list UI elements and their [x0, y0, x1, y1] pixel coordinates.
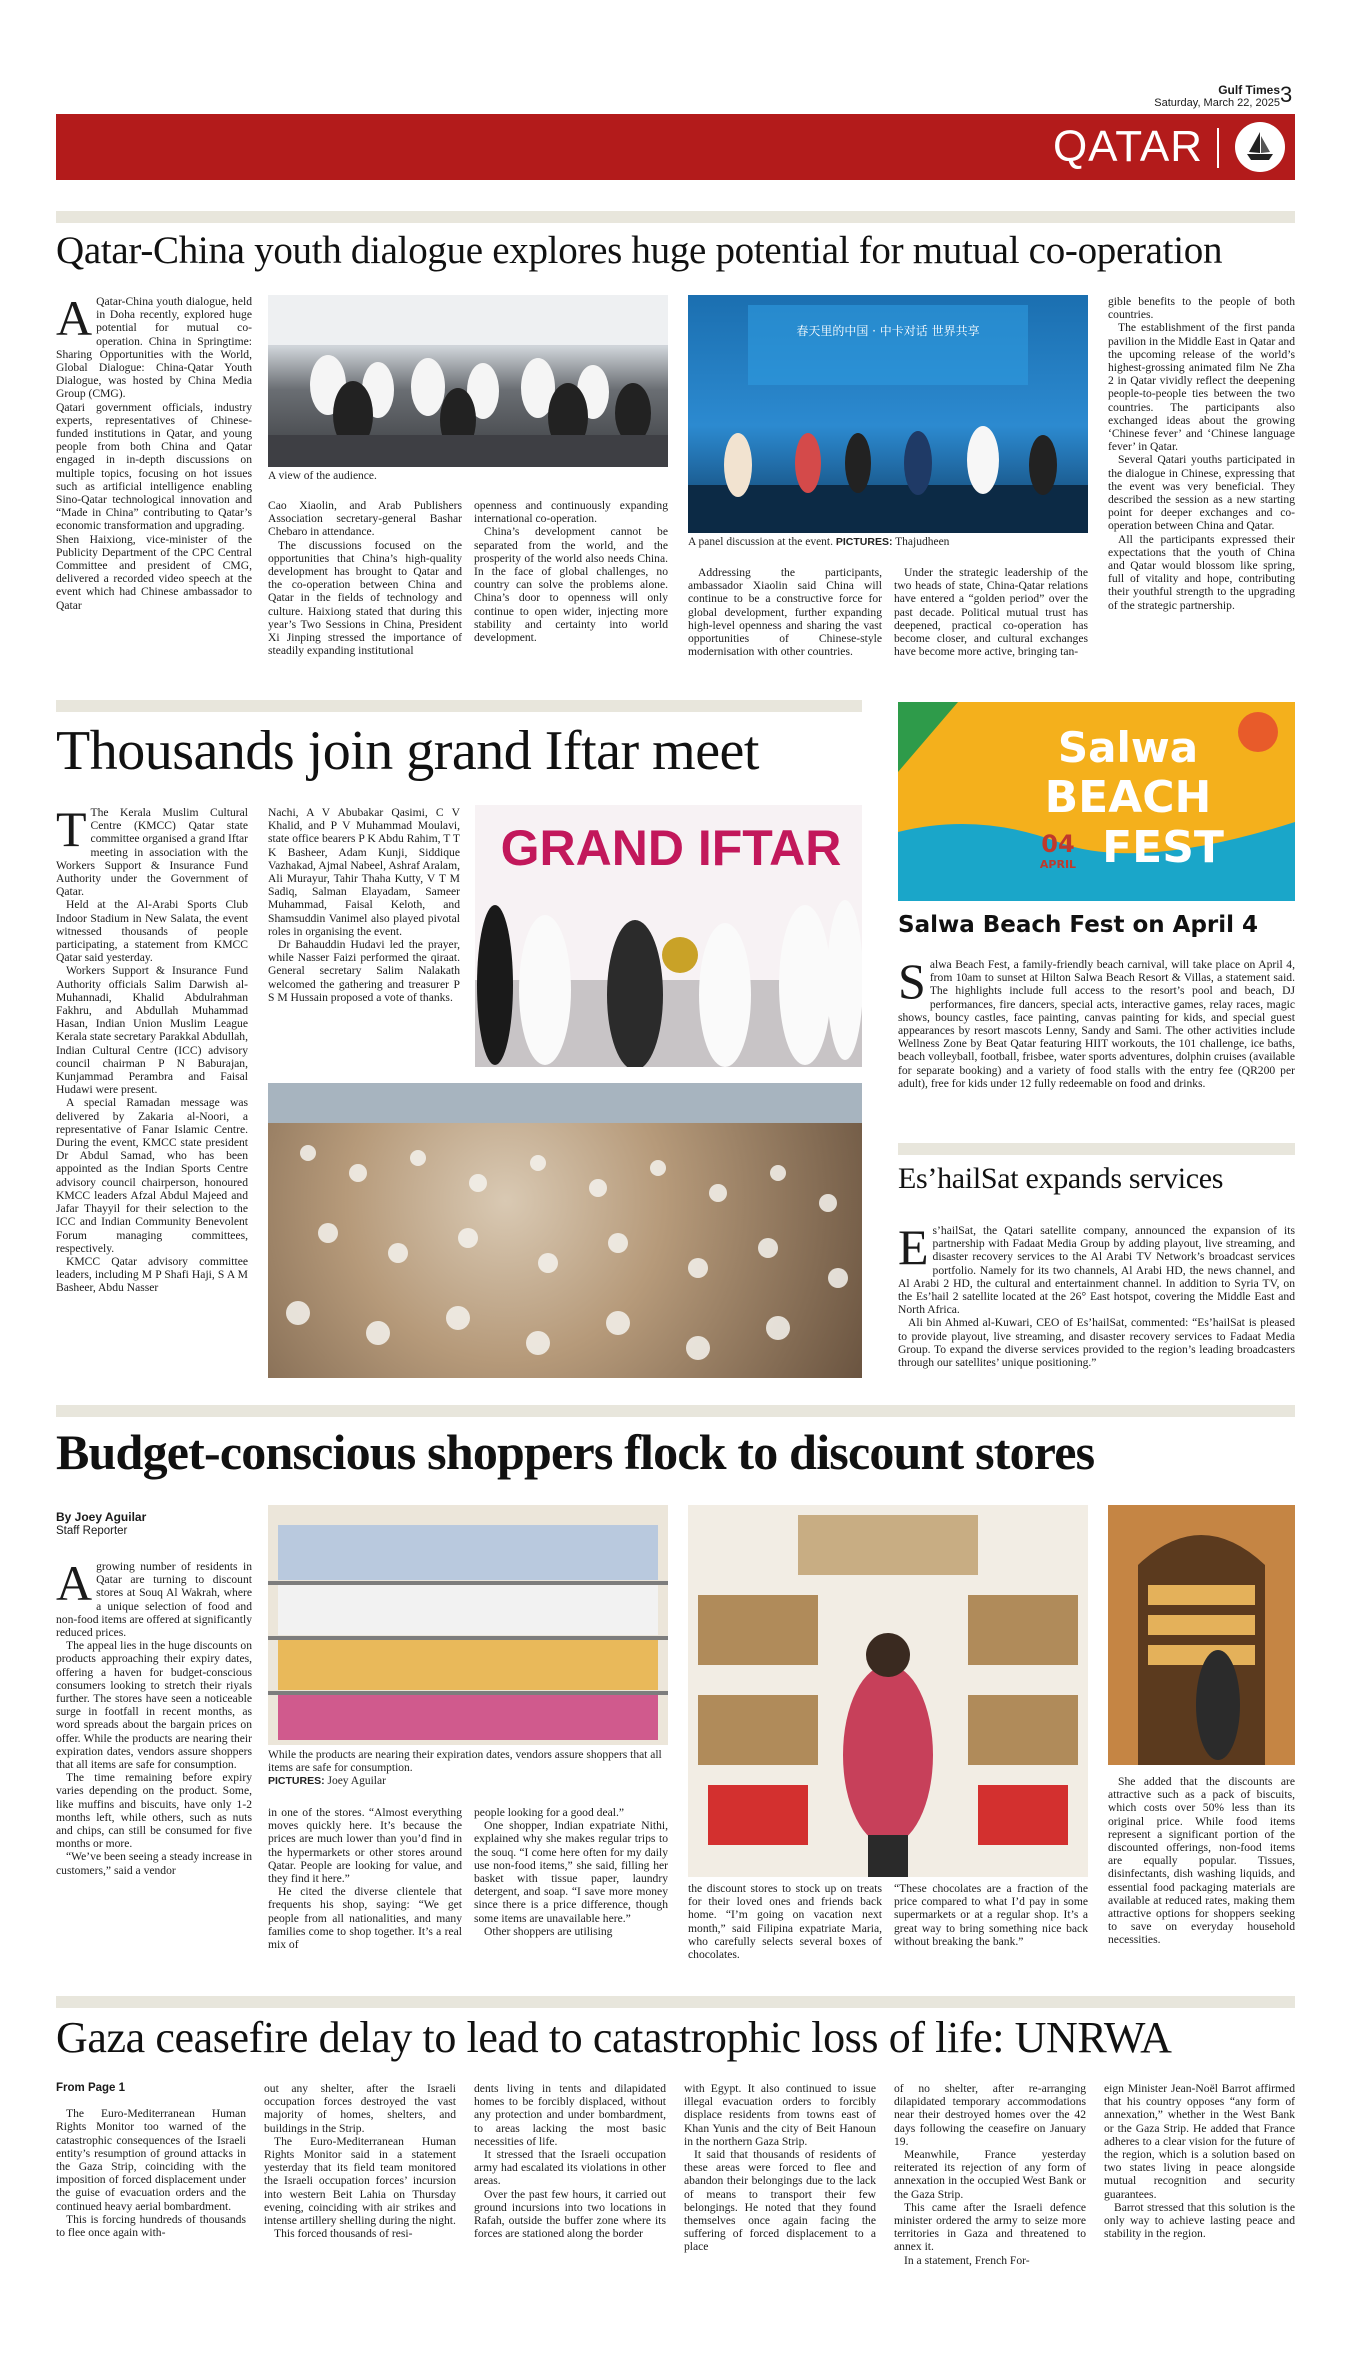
- story1-col2: [268, 499, 462, 657]
- paragraph: The time remaining before expiry varies depending on the product. Some, like muffins and biscuits, have only 1-2 months left, while others, such as nuts and chips, can still be consumed for five months or more.: [56, 1771, 252, 1851]
- eshail-headline: Es’hailSat expands services: [898, 1162, 1224, 1195]
- photographer-name: Thajudheen: [895, 536, 950, 548]
- story1-col5: [894, 566, 1088, 658]
- story2-col1: [56, 801, 248, 1295]
- section-rule: [56, 700, 862, 712]
- story4-col1: [56, 2082, 246, 2239]
- caption-credit: PICTURES:: [835, 536, 893, 548]
- paragraph: Held at the Al-Arabi Sports Club Indoor Stadium in New Salata, the event witnessed thousands of people participating, a statement from KMCC Qatar said yesterday.: [56, 898, 248, 965]
- dhow-logo-icon: [1235, 122, 1285, 172]
- dropcap: A: [56, 290, 93, 346]
- paragraph: The Kerala Muslim Cultural Centre (KMCC) Qatar state committee organised a grand Iftar meeting in association with the Workers Support & Insurance Fund Authority under the Government of Qatar.: [56, 806, 248, 899]
- paragraph: Workers Support & Insurance Fund Authority officials Salim Darwish al-Muhannadi, Khalid Abdulrahman Fakhru, and Abdullah Muhammad Hasan, Indian Union Muslim League Kerala state secretary Parakkal Abdullah, Indian Cultural Centre (ICC) advisory council chairman P N Baburajan, Kunjammad Perambra and Faisal Hudawi were present.: [56, 964, 248, 1097]
- story4-col3: [474, 2082, 666, 2240]
- story2-col2: [268, 806, 460, 1004]
- paragraph: One shopper, Indian expatriate Nithi, explained why she makes regular trips to the souq. “I come here often for my daily use non-food items,” she said, filling her basket with tissue paper, laundry detergent, and soap. “I save more money since there is a price difference, though some items are unavailable here.”: [474, 1819, 668, 1925]
- story2-headline: Thousands join grand Iftar meet: [56, 720, 759, 782]
- shopper-photo: [688, 1505, 1088, 1877]
- store-shelves-photo: [268, 1505, 668, 1745]
- author-role: Staff Reporter: [56, 1525, 128, 1537]
- paragraph: of no shelter, after re-arranging dilapidated temporary accommodations near their destroyed homes over the 42 days following the ceasefire on January 19.: [894, 2082, 1086, 2148]
- story4-col4: [684, 2082, 876, 2254]
- salwa-body: [898, 953, 1295, 1090]
- story3-col2: [268, 1806, 462, 1951]
- story4-col2: [264, 2082, 456, 2240]
- paper-name: Gulf Times: [1218, 83, 1280, 97]
- poster-title-beach: BEACH: [1044, 772, 1212, 823]
- paragraph: The Euro-Mediterranean Human Rights Monitor said in a statement yesterday that its field team monitored the Israeli occupation forces’ incursion into western Beit Lahia on Thursday evening, coinciding with air strikes and intense artillery shelling during the night.: [264, 2134, 456, 2228]
- paragraph: growing number of residents in Qatar are turning to discount stores at Souq Al Wakrah, where a unique selection of food and non-food items are offered at significantly reduced prices.: [56, 1560, 252, 1640]
- byline: [56, 1510, 252, 1538]
- paragraph: people looking for a good deal.”: [474, 1806, 625, 1819]
- paragraph: Ali bin Ahmed al-Kuwari, CEO of Es’hailSat, commented: “Es’hailSat is pleased to provide playout, live streaming, and disaster recovery services to Fadaat Media Group. To expand the diverse services provided to the region’s leading broadcasters through our satellites’ unique positioning.”: [898, 1316, 1295, 1370]
- photographer-name: Joey Aguilar: [327, 1775, 386, 1787]
- story4-headline: Gaza ceasefire delay to lead to catastrophic loss of life: UNRWA: [56, 2013, 1172, 2062]
- story1-headline: Qatar-China youth dialogue explores huge potential for mutual co-operation: [56, 229, 1223, 272]
- paragraph: dents living in tents and dilapidated homes to be forcibly displaced, without any protection and under bombardment, to areas lacking the most basic necessities of life.: [474, 2082, 666, 2148]
- paragraph: All the participants expressed their expectations that the youth of China and Qatar would blossom like spring, full of vitality and hope, contributing their youthful strength to the upgrading of the strategic partnership.: [1108, 532, 1295, 612]
- paragraph: the discount stores to stock up on treats for their loved ones and friends back home. “I’m going on vacation next month,” said Filipina expatriate Maria, who carefully selects several boxes of chocolates.: [688, 1882, 882, 1962]
- story4-col6: [1104, 2082, 1295, 2240]
- story1-col1: [56, 290, 252, 612]
- paragraph: It stressed that the Israeli occupation army had escalated its violations in other areas.: [474, 2148, 666, 2188]
- banner-divider: [1217, 128, 1219, 168]
- store-caption: [268, 1749, 668, 1788]
- story1-col6: [1108, 295, 1295, 612]
- paragraph: “We’ve been seeing a steady increase in customers,” said a vendor: [56, 1850, 252, 1877]
- section-rule: [898, 1143, 1295, 1155]
- poster-title-salwa: Salwa: [1057, 723, 1199, 772]
- story3-headline: Budget-conscious shoppers flock to discount stores: [56, 1424, 1095, 1480]
- paragraph: Qatar-China youth dialogue, held in Doha recently, explored huge potential for mutual co-operation. China in Springtime: Sharing Opportunities with the World, Global Dialogue: China-Qatar Youth Dialogue, was hosted by China Media Group (CMG).: [56, 295, 252, 401]
- iftar-crowd-photo: [268, 1083, 862, 1378]
- paragraph: A special Ramadan message was delivered by Zakaria al-Noori, a representative of Fanar Islamic Centre. During the event, KMCC state president Dr Abdul Samad, who has been appointed as the Indian Sports Centre advisory council chairperson, honoured KMCC leaders Afzal Abdul Majeed and Jafar Thayyil for their selection to the ICC and Indian Community Benevolent Forum managing committees, respectively.: [56, 1096, 248, 1255]
- paragraph: eign Minister Jean-Noël Barrot affirmed that his country opposes “any form of annexation,” whether in the West Bank or the Gaza Strip. He added that France adheres to a clear vision for the future of the region, which is a solution based on two states living in peace alongside mutual recognition and security guarantees.: [1104, 2082, 1295, 2201]
- paragraph: s’hailSat, the Qatari satellite company, announced the expansion of its partnership with Fadaat Media Group by adding playout, live streaming, and disaster recovery services to the Al Arabi TV Network’s broadcast services portfolio. Namely for its two channels, Al Arabi HD, the news channel, and Al Arabi 2 HD, the cultural and entertainment channel. In addition to Syria TV, on the Es’hail 2 satellite located at the 26° East hotspot, covering the Middle East and North Africa.: [898, 1224, 1295, 1317]
- panel-photo: [688, 295, 1088, 533]
- paragraph: Other shoppers are utilising: [484, 1924, 613, 1938]
- paragraph: China’s development cannot be separated from the world, and the prosperity of the world also needs China. In the face of global challenges, no country can solve the problems alone. China’s door to openness will only continue to open wider, injecting more stability and certainty into world development.: [474, 525, 668, 645]
- story4-col5: [894, 2082, 1086, 2267]
- masthead: [1100, 84, 1280, 109]
- dropcap: E: [898, 1219, 929, 1275]
- story1-col3: [474, 499, 668, 644]
- paragraph: This forced thousands of resi-: [274, 2227, 413, 2241]
- paragraph: Nachi, A V Abubakar Qasimi, C V Khalid, and P V Muhammad Moulavi, state office bearers P K Abdu Rahim, T T K Basheer, Adam Kunji, Siddique Vazhakad, Ajmal Nabeel, Ashraf Aralam, Ali Murayur, Tahir Thaha Kutty, V T M Sadiq, Salman Elayadam, Sameer Muhammad, Faisal Keloth, and Shamsuddin Vanimel also played pivotal roles in organising the event.: [268, 806, 460, 938]
- paragraph: in one of the stores. “Almost everything moves quickly here. It’s because the prices are much lower than you’d find in the hypermarkets or other stores around Qatar. People are looking for value, and they find it here.”: [268, 1806, 462, 1886]
- story3-col1: [56, 1555, 252, 1877]
- paragraph: with Egypt. It also continued to issue illegal evacuation orders to forcibly displace residents from towns east of Khan Yunis and the city of Beit Hanoun in the northern Gaza Strip.: [684, 2082, 876, 2148]
- poster-month: APRIL: [1039, 858, 1077, 871]
- paragraph: Over the past few hours, it carried out ground incursions into two locations in Rafah, outside the buffer zone where its forces are stationed along the border: [474, 2187, 666, 2241]
- salwa-headline: Salwa Beach Fest on April 4: [898, 912, 1259, 938]
- paragraph: The discussions focused on the opportunities that China’s high-quality development has brought to Qatar and the co-operation between China and Qatar in the fields of technology and culture. Haixiong stated that during this year’s Two Sessions in China, President Xi Jinping stressed the importance of steadily expanding institutional: [268, 538, 462, 658]
- audience-photo: [268, 295, 668, 467]
- paragraph: This came after the Israeli defence minister ordered the army to seize more territories in Gaza and threatened to annex it.: [894, 2200, 1086, 2254]
- paragraph: In a statement, French For-: [904, 2253, 1030, 2267]
- from-page-label: From Page 1: [56, 2082, 126, 2094]
- paragraph: The establishment of the first panda pavilion in the Middle East in Qatar and the upcoming release of the world’s highest-grossing animated film Ne Zha 2 in Qatar vividly reflect the deepening people-to-people ties between the two countries. The participants also exchanged ideas about the growing ‘Chinese fever’ and ‘Chinese language fever’ in Qatar.: [1108, 321, 1295, 454]
- dropcap: T: [56, 801, 87, 857]
- audience-caption: A view of the audience.: [268, 470, 377, 482]
- panel-banner-text: 春天里的中国 · 中卡对话 世界共享: [796, 324, 980, 338]
- store-interior-photo: [1108, 1505, 1295, 1765]
- dropcap: A: [56, 1555, 93, 1611]
- paragraph: Qatari government officials, industry experts, representatives of Chinese-funded institutions in Qatar, and young people from both China and Qatar engaged in in-depth discussions on multiple topics, focusing on hot issues such as artificial intelligence enabling Sino-Qatar technological innovation and “Made in China” contributing to Qatar’s economic transformation and upgrading.: [56, 400, 252, 533]
- poster-title-fest: FEST: [1102, 822, 1224, 873]
- story3-col6: [1108, 1775, 1295, 1947]
- paragraph: Meanwhile, France yesterday reiterated its rejection of any form of annexation in the occupied West Bank or the Gaza Strip.: [894, 2148, 1086, 2201]
- caption-credit: PICTURES:: [268, 1775, 325, 1787]
- section-rule: [56, 1405, 1295, 1417]
- paragraph: Barrot stressed that this solution is the only way to achieve lasting peace and stability in the region.: [1104, 2200, 1295, 2241]
- story3-col4: [688, 1882, 882, 1961]
- section-banner: [56, 114, 1295, 180]
- page-number: 3: [1280, 82, 1293, 107]
- paragraph: “These chocolates are a fraction of the price compared to what I’d pay in some supermarkets or at a regular shop. It’s a great way to bring something nice back without breaking the bank.”: [894, 1882, 1088, 1948]
- paragraph: out any shelter, after the Israeli occupation forces destroyed the vast majority of homes, shelters, and buildings in the Strip.: [264, 2082, 456, 2135]
- paragraph: Under the strategic leadership of the two heads of state, China-Qatar relations have entered a “golden period” over the past decade. Political mutual trust has deepened, practical co-operation has become closer, and cultural exchanges have become more active, bringing tan-: [894, 566, 1088, 659]
- paragraph: The Euro-Mediterranean Human Rights Monitor too warned of the catastrophic consequences of the Israeli entity’s resumption of ground attacks in the Gaza Strip, coinciding with the imposition of forced displacement under the guise of evacuation orders and the continued heavy aerial bombardment.: [56, 2107, 246, 2213]
- panel-caption: [688, 536, 1088, 549]
- dropcap: S: [898, 953, 926, 1009]
- salwa-beach-fest-poster: [898, 702, 1295, 901]
- eshail-body: [898, 1219, 1295, 1370]
- paragraph: Shen Haixiong, vice-minister of the Publicity Department of the CPC Central Committee and president of CMG, delivered a recorded video speech at the event which had Chinese ambassador to Qatar: [56, 532, 252, 612]
- paragraph: The appeal lies in the huge discounts on products approaching their expiry dates, offering a haven for budget-conscious consumers looking to stretch their riyals further. The stores have seen a noticeable surge in footfall in recent months, as word spreads about the bargain prices on offer. While the products are nearing their expiration dates, vendors assure shoppers that all items are safe for consumption.: [56, 1639, 252, 1772]
- paragraph: Cao Xiaolin, and Arab Publishers Association secretary-general Bashar Chebaro in attendance.: [268, 499, 462, 539]
- issue-date: Saturday, March 22, 2025: [1154, 97, 1280, 109]
- paragraph: KMCC Qatar advisory committee leaders, including M P Shafi Haji, S A M Basheer, Abdu Nasser: [56, 1254, 248, 1295]
- paragraph: She added that the discounts are attractive such as a pack of biscuits, which costs over 50% less than its original price. While food items represent a significant portion of the discounted offerings, non-food items are equally popular. Tissues, disinfectants, dish washing liquids, and essential food packaging materials are available at reduced rates, making them attractive options for shoppers seeking to save on everyday household necessities.: [1108, 1775, 1295, 1947]
- poster-day: 04: [1041, 830, 1075, 858]
- grand-iftar-banner-text: GRAND IFTAR: [500, 820, 842, 876]
- story3-col3: [474, 1806, 668, 1938]
- paragraph: openness and continuously expanding international co-operation.: [474, 499, 668, 526]
- paragraph: It said that thousands of residents of these areas were forced to flee and abandon their belongings due to the lack of means to transport their few belongings. He noted that they found themselves once again facing the suffering of forced displacement to a place: [684, 2148, 876, 2254]
- section-title: QATAR: [1052, 122, 1203, 171]
- paragraph: gible benefits to the people of both countries.: [1108, 295, 1295, 322]
- section-rule: [56, 1996, 1295, 2008]
- paragraph: He cited the diverse clientele that frequents his shop, saying: “We get people from all nationalities, and many families come to shop together. It’s a real mix of: [268, 1885, 462, 1952]
- paragraph: This is forcing hundreds of thousands to flee once again with-: [56, 2212, 246, 2240]
- author-name: By Joey Aguilar: [56, 1510, 147, 1524]
- paragraph: Several Qatari youths participated in the dialogue in Chinese, expressing that the event was very beneficial. They described the session as a new starting point for deeper exchanges and co-operation between China and Qatar.: [1108, 453, 1295, 533]
- paragraph: Dr Bahauddin Hudavi led the prayer, while Nasser Faizi performed the qiraat. General secretary Salim Nalakath welcomed the gathering and treasurer P S M Hussain proposed a vote of thanks.: [268, 938, 460, 1004]
- paragraph: Addressing the participants, ambassador Xiaolin said China will continue to be a constructive force for global development, further expanding high-level openness and sharing the vast opportunities of Chinese-style modernisation with other countries.: [688, 566, 882, 659]
- paragraph: alwa Beach Fest, a family-friendly beach carnival, will take place on April 4, from 10am to sunset at Hilton Salwa Beach Resort & Villas, a statement said. The highlights include full access to the resort’s pool and beach, DJ performances, fire dancers, special acts, interactive games, relay races, magic shows, bouncy castles, face painting, canvas painting for kids, and special guest appearances by resort mascots Lenny, Sandy and Sami. The other activities include Wellness Zone by Beat Qatar featuring HIIT workouts, the 101 challenge, ice baths, beach volleyball, football, frisbee, water sports adventures, dolphin cruises (available for separate booking) and a variety of food stalls with the entry fee (QR200 per adult), free for kids under 12 fully redeemable on food and drinks.: [898, 958, 1295, 1090]
- iftar-stage-photo: [475, 805, 862, 1067]
- caption-text: While the products are nearing their expiration dates, vendors assure shoppers that all items are safe for consumption.: [268, 1749, 662, 1774]
- story1-col4: [688, 566, 882, 658]
- section-rule: [56, 211, 1295, 223]
- caption-text: A panel discussion at the event.: [688, 536, 833, 548]
- story3-col5: [894, 1882, 1088, 1948]
